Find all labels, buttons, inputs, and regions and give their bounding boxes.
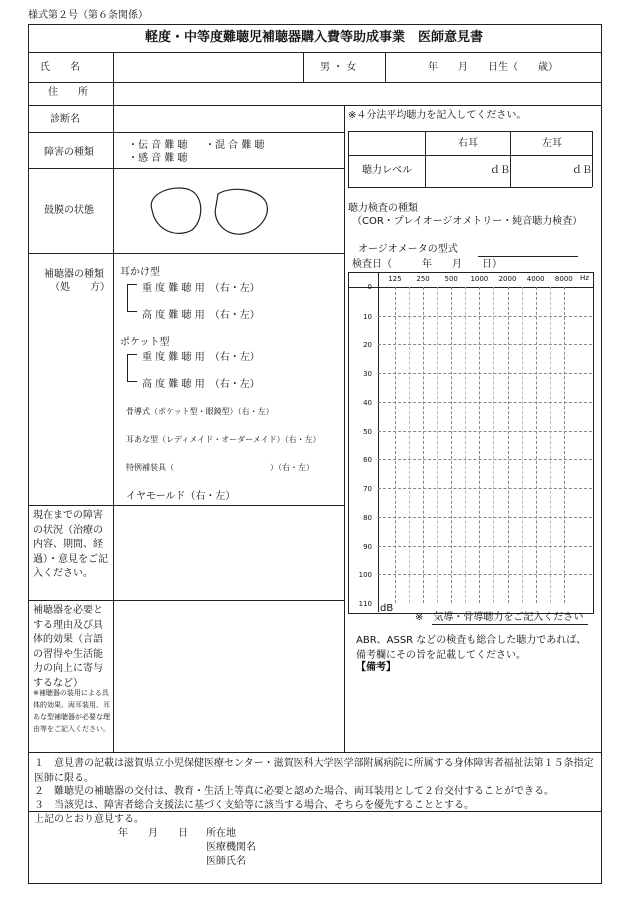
disability-label: 障害の種類	[44, 147, 94, 158]
signature-fields[interactable]	[250, 826, 590, 870]
footnote-2: ２ 難聴児の補聴器の交付は、教育・生活上等真に必要と認めた場合、両耳装用として２台交付することができる。	[34, 786, 554, 797]
disability-sensorineural[interactable]: ・感 音 難 聴	[128, 153, 188, 164]
db-level-label-30: 30	[363, 370, 372, 379]
pocket-type: ポケット型	[120, 337, 170, 348]
form-id: 様式第２号（第６条関係）	[28, 10, 148, 21]
remarks-label: 【備考】	[356, 662, 396, 673]
signature-date[interactable]: 年 月 日	[118, 828, 188, 839]
freq-gridline	[564, 287, 565, 603]
abr-note: ABR、ASSR などの検査も総合した聴力であれば、備考欄にその旨を記載してください。	[356, 635, 587, 661]
freq-gridline	[508, 287, 509, 603]
db-gridline	[378, 459, 592, 460]
left-db-unit: ｄＢ	[572, 165, 592, 176]
earmold[interactable]: イヤモールド（右・左）	[126, 491, 236, 502]
freq-label-4000: 4000	[526, 275, 545, 283]
eardrum-label: 鼓膜の状態	[44, 205, 94, 216]
freq-label-500: 500	[444, 275, 458, 283]
freq-label-8000: 8000	[554, 275, 573, 283]
db-level-label-80: 80	[363, 513, 372, 522]
db-gridline	[378, 402, 592, 403]
db-gridline	[378, 431, 592, 432]
freq-label-250: 250	[416, 275, 430, 283]
test-type-options[interactable]: （COR・プレイオージオメトリー・純音聴力検査）	[352, 216, 583, 227]
aid-prescription-label: （処 方）	[50, 282, 110, 293]
special-device[interactable]: 特例補装具（ ）（右・左）	[126, 463, 314, 472]
behind-ear-type: 耳かけ型	[120, 267, 160, 278]
freq-label-1000: 1000	[470, 275, 489, 283]
bone-note: ※ 気導・骨導聴力をご記入ください	[415, 612, 584, 623]
in-ear-type[interactable]: 耳あな型（レディメイド・オーダーメイド）（右・左）	[126, 435, 321, 444]
right-ear-header: 右耳	[458, 138, 478, 149]
half-octave-gridline	[550, 287, 551, 603]
db-level-label-10: 10	[363, 312, 372, 321]
reason-label: 補聴器を必要とする理由及び具体的効果（言語の習得や生活能力の向上に寄与するなど）	[33, 605, 103, 689]
db-level-label-50: 50	[363, 427, 372, 436]
location-label: 所在地	[206, 828, 236, 839]
db-level-label-110: 110	[358, 600, 372, 608]
doctor-label: 医師氏名	[206, 856, 246, 867]
half-octave-gridline	[493, 287, 494, 603]
disability-mixed[interactable]: ・混 合 難 聴	[205, 140, 265, 151]
institution-label: 医療機関名	[206, 842, 256, 853]
left-ear-level-field[interactable]	[511, 156, 569, 186]
test-type-label: 聴力検査の種類	[348, 203, 418, 214]
pocket-severe[interactable]: 重 度 難 聴 用 （右・左）	[142, 352, 260, 363]
behind-ear-severe[interactable]: 重 度 難 聴 用 （右・左）	[142, 283, 260, 294]
freq-gridline	[395, 287, 396, 603]
behind-ear-moderate[interactable]: 高 度 難 聴 用 （右・左）	[142, 310, 260, 321]
diagnosis-field[interactable]	[114, 106, 343, 132]
freq-gridline	[451, 287, 452, 603]
test-date[interactable]: 検査日（ 年 月 日）	[352, 259, 502, 270]
remarks-field[interactable]	[350, 676, 590, 748]
reason-field[interactable]	[114, 601, 343, 751]
footnote-1: １ 意見書の記載は滋賀県立小児保健医療センター・滋賀医科大学医学部附属病院に所属する身体障害者福祉法第１５条指定医師に限る。	[34, 758, 594, 784]
right-db-unit: ｄＢ	[490, 165, 510, 176]
db-level-label-40: 40	[363, 398, 372, 407]
reason-note: ※補聴器の装用による具体的効果、両耳装用、耳あな型補聴器が必要な理由等をご記入ください。	[33, 689, 110, 733]
db-level-label-100: 100	[358, 571, 372, 580]
freq-gridline	[479, 287, 480, 603]
status-field[interactable]	[114, 506, 343, 599]
right-ear-level-field[interactable]	[426, 156, 486, 186]
half-octave-gridline	[465, 287, 466, 603]
closing-statement: 上記のとおり意見する。	[34, 814, 144, 825]
birthdate[interactable]: 年 月 日生（ 歳）	[428, 62, 558, 73]
form-title: 軽度・中等度難聴児補聴器購入費等助成事業 医師意見書	[144, 30, 483, 45]
db-gridline	[378, 373, 592, 374]
hz-label: Hz	[580, 274, 589, 282]
db-level-label-70: 70	[363, 485, 372, 494]
name-field[interactable]	[114, 53, 302, 81]
db-gridline	[378, 574, 592, 575]
half-octave-gridline	[522, 287, 523, 603]
db-label: dB	[380, 603, 394, 614]
db-gridline	[378, 546, 592, 547]
eardrum-diagrams[interactable]	[140, 180, 280, 240]
db-level-label-60: 60	[363, 456, 372, 465]
freq-label-2000: 2000	[498, 275, 517, 283]
half-octave-gridline	[409, 287, 410, 603]
half-octave-gridline	[437, 287, 438, 603]
db-gridline	[378, 517, 592, 518]
hearing-note: ※４分法平均聴力を記入してください。	[348, 110, 527, 121]
bone-conduction[interactable]: 骨導式（ポケット型・眼鏡型）（右・左）	[126, 407, 274, 416]
hearing-level-label: 聴力レベル	[362, 165, 412, 176]
aid-type-label: 補聴器の種類	[44, 269, 104, 280]
audiogram-frame[interactable]	[348, 272, 594, 614]
db-level-label-20: 20	[363, 341, 372, 350]
freq-gridline	[423, 287, 424, 603]
freq-gridline	[536, 287, 537, 603]
name-label: 氏 名	[40, 62, 80, 73]
address-field[interactable]	[114, 83, 600, 105]
db-gridline	[378, 344, 592, 345]
left-ear-header: 左耳	[542, 138, 562, 149]
pocket-moderate[interactable]: 高 度 難 聴 用 （右・左）	[142, 379, 260, 390]
diagnosis-label: 診断名	[50, 114, 80, 125]
address-label: 住 所	[48, 87, 88, 98]
db-gridline	[378, 488, 592, 489]
footnote-3: ３ 当該児は、障害者総合支援法に基づく支給等に該当する場合、そちらを優先することとする。	[34, 800, 474, 811]
sex-options[interactable]: 男 ・ 女	[320, 62, 357, 73]
status-label: 現在までの障害の状況（治療の内容、期間、経過）・意見をご記入ください。	[33, 510, 108, 579]
db-level-label-90: 90	[363, 542, 372, 551]
freq-label-125: 125	[388, 275, 402, 283]
disability-conductive[interactable]: ・伝 音 難 聴	[128, 140, 188, 151]
db-gridline	[378, 316, 592, 317]
audiometer-label: オージオメータの型式	[358, 244, 458, 255]
db-level-label-0: 0	[367, 283, 372, 291]
